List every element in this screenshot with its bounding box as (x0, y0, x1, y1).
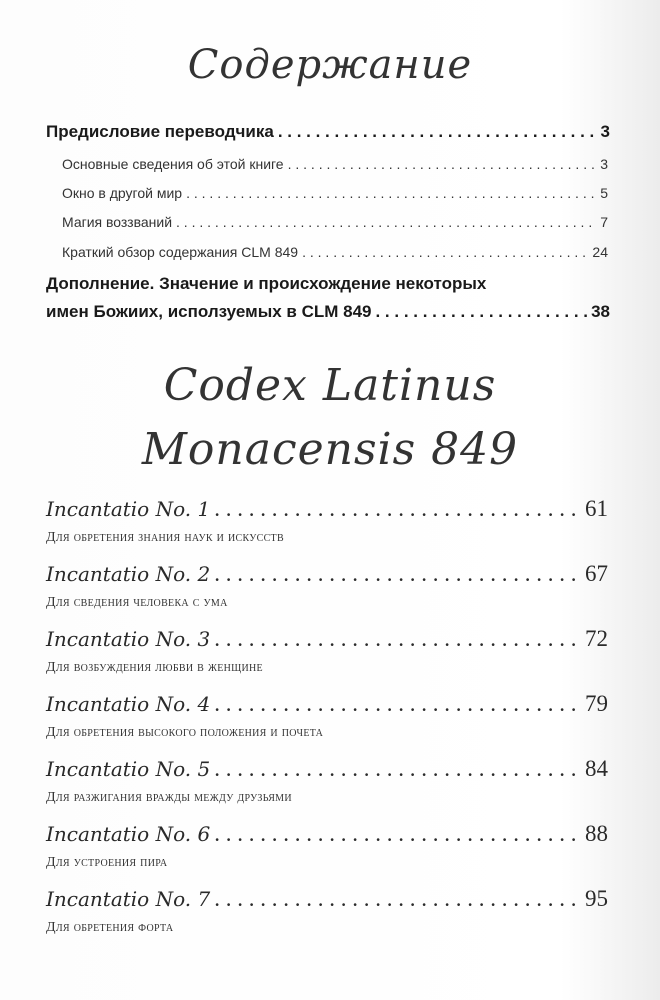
dot-leader (186, 185, 596, 201)
dot-leader (214, 561, 581, 587)
entry-label: Incantatio No. 7 (46, 887, 211, 911)
toc-entry-appendix[interactable] (46, 302, 610, 322)
entry-description: Для возбуждения любви в женщине (46, 660, 263, 675)
entry-description: Для разжигания вражды между друзьями (46, 790, 292, 805)
entry-page: 3 (600, 156, 608, 172)
entry-label: Окно в другой мир (62, 185, 183, 201)
dot-leader (302, 244, 588, 260)
entry-page: 84 (585, 756, 608, 781)
entry-label: Основные сведения об этой книге (62, 156, 284, 172)
toc-subentry[interactable] (62, 156, 608, 172)
entry-label: Магия воззваний (62, 214, 173, 230)
dot-leader (278, 122, 597, 142)
toc-entry-incantatio[interactable] (46, 626, 608, 652)
entry-page: 95 (585, 886, 608, 911)
entry-page: 7 (600, 214, 608, 230)
dot-leader (214, 691, 581, 717)
entry-page: 61 (585, 496, 608, 521)
entry-description: Для устроения пира (46, 855, 168, 870)
dot-leader (214, 821, 581, 847)
dot-leader (214, 886, 581, 912)
entry-label: Предисловие переводчика (46, 122, 274, 141)
dot-leader (375, 302, 587, 322)
codex-title-line2: Monacensis 849 (141, 424, 519, 475)
dot-leader (288, 156, 597, 172)
entry-description: Для обретения знания наук и искусств (46, 530, 284, 545)
entry-description: Для сведения человека с ума (46, 595, 228, 610)
toc-entry-incantatio[interactable] (46, 496, 608, 522)
entry-description: Для обретения форта (46, 920, 174, 935)
toc-entry-incantatio[interactable] (46, 886, 608, 912)
dot-leader (214, 626, 581, 652)
entry-page: 38 (591, 302, 610, 321)
entry-page: 24 (592, 244, 608, 260)
entry-page: 72 (585, 626, 608, 651)
entry-label: имен Божиих, исползуемых в CLM 849 (46, 302, 372, 321)
entry-label: Incantatio No. 1 (46, 497, 211, 521)
appendix-line1[interactable]: Дополнение. Значение и происхождение некоторых (46, 274, 487, 293)
entry-label: Краткий обзор содержания CLM 849 (62, 244, 299, 260)
toc-entry-incantatio[interactable] (46, 691, 608, 717)
entry-label: Incantatio No. 4 (46, 692, 211, 716)
entry-page: 88 (585, 821, 608, 846)
toc-entry-incantatio[interactable] (46, 821, 608, 847)
entry-page: 3 (600, 122, 610, 141)
entry-page: 79 (585, 691, 608, 716)
entry-description: Для обретения высокого положения и почета (46, 725, 324, 740)
toc-entry-incantatio[interactable] (46, 561, 608, 587)
dot-leader (176, 214, 596, 230)
entry-label: Incantatio No. 2 (46, 562, 211, 586)
entry-page: 67 (585, 561, 608, 586)
entry-label: Incantatio No. 3 (46, 627, 211, 651)
entry-label: Incantatio No. 5 (46, 757, 211, 781)
toc-subentry[interactable] (62, 185, 608, 201)
codex-title-line1: Codex Latinus (163, 360, 497, 411)
toc-subentry[interactable] (62, 244, 608, 260)
dot-leader (214, 496, 581, 522)
contents-title: Содержание (187, 42, 473, 88)
toc-entry-preface[interactable] (46, 122, 610, 142)
dot-leader (214, 756, 581, 782)
entry-page: 5 (600, 185, 608, 201)
toc-entry-incantatio[interactable] (46, 756, 608, 782)
toc-subentry[interactable] (62, 214, 608, 230)
entry-label: Incantatio No. 6 (46, 822, 211, 846)
